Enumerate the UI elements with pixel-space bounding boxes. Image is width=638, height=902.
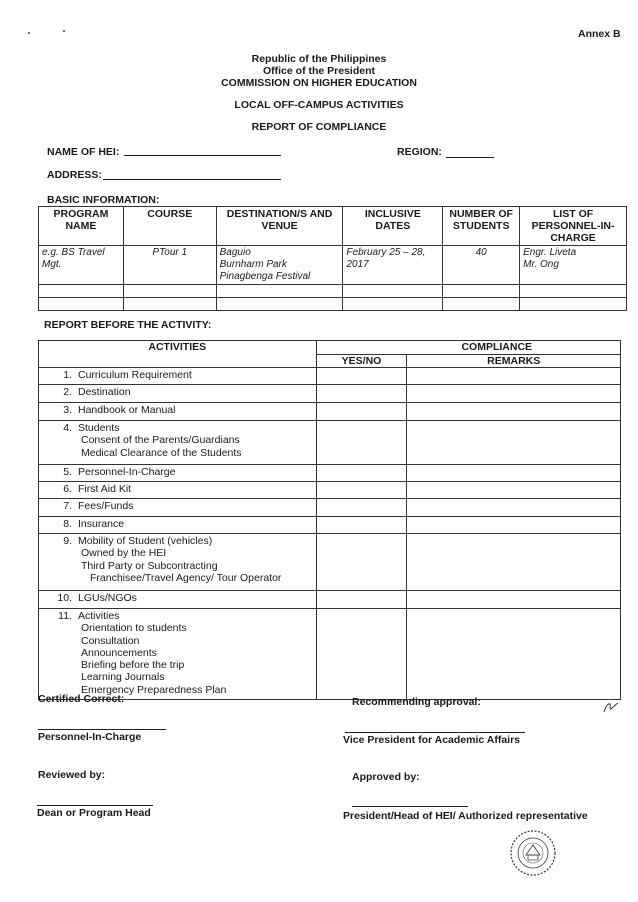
remarks-cell[interactable] — [407, 385, 621, 403]
activity-cell — [39, 517, 317, 534]
activity-sub-item: Franchisee/Travel Agency/ Tour Operator — [90, 571, 282, 584]
hei-name-label: NAME OF HEI: — [47, 146, 120, 158]
basic-info-table — [38, 206, 627, 311]
activity-row — [39, 465, 621, 482]
scan-dot — [28, 32, 30, 34]
header-compliance: COMPLIANCE — [316, 341, 620, 355]
example-destination — [216, 246, 343, 285]
activity-number: 11. — [58, 610, 72, 622]
activity-number: 1. — [63, 369, 72, 381]
blank-cell[interactable] — [39, 285, 124, 298]
president-signature-line[interactable] — [352, 806, 468, 807]
basic-info-title: BASIC INFORMATION: — [47, 194, 160, 206]
activity-row — [39, 609, 621, 700]
president-label: President/Head of HEI/ Authorized representative — [343, 810, 588, 822]
activity-label: Curriculum Requirement — [78, 369, 192, 381]
activity-sub-item: Third Party or Subcontracting — [81, 559, 218, 572]
activity-cell — [39, 591, 317, 609]
blank-cell[interactable] — [39, 298, 124, 311]
example-program: e.g. BS Travel Mgt. — [39, 246, 124, 285]
activity-label: Destination — [78, 386, 131, 398]
blank-cell[interactable] — [343, 298, 443, 311]
recommending-approval-label: Recommending approval: — [352, 696, 481, 708]
activity-sub-item: Announcements — [81, 646, 157, 659]
region-field[interactable] — [446, 157, 494, 158]
example-row — [39, 246, 627, 285]
activity-number: 8. — [63, 518, 72, 530]
blank-cell[interactable] — [123, 285, 216, 298]
blank-cell[interactable] — [216, 298, 343, 311]
yes-no-cell[interactable] — [316, 385, 407, 403]
activity-label: Insurance — [78, 518, 125, 530]
blank-cell[interactable] — [343, 285, 443, 298]
activity-row — [39, 421, 621, 465]
remarks-cell[interactable] — [407, 517, 621, 534]
yes-no-cell[interactable] — [316, 403, 407, 421]
destination-line: Baguio — [219, 247, 251, 258]
activity-sub-item: Consultation — [81, 634, 140, 647]
activities-table — [38, 340, 621, 700]
activity-row — [39, 499, 621, 517]
activity-sub-item: Owned by the HEI — [81, 547, 167, 560]
destination-line: Burnharm Park — [219, 259, 287, 270]
header-line-3: COMMISSION ON HIGHER EDUCATION — [221, 77, 417, 89]
vpaa-signature-line[interactable] — [345, 732, 525, 733]
yes-no-cell[interactable] — [316, 591, 407, 609]
header-personnel-in-charge: LIST OF PERSONNEL-IN-CHARGE — [520, 207, 627, 246]
report-title: REPORT BEFORE THE ACTIVITY: — [44, 319, 212, 331]
certified-correct-label: Certified Correct: — [38, 693, 125, 705]
activity-number: 6. — [63, 483, 72, 495]
activity-label: Handbook or Manual — [78, 404, 176, 416]
activity-sub-item: Briefing before the trip — [81, 659, 185, 672]
remarks-cell[interactable] — [407, 482, 621, 499]
header-line-4: LOCAL OFF-CAMPUS ACTIVITIES — [234, 99, 404, 111]
dean-signature-line[interactable] — [37, 805, 153, 806]
blank-cell[interactable] — [216, 285, 343, 298]
activity-row — [39, 385, 621, 403]
yes-no-cell[interactable] — [316, 421, 407, 465]
personnel-in-charge-label: Personnel-In-Charge — [38, 731, 142, 743]
personnel-line: Engr. Liveta — [523, 247, 577, 258]
activity-cell — [39, 609, 317, 700]
remarks-cell[interactable] — [407, 609, 621, 700]
activity-label: Activities — [78, 610, 120, 622]
activity-row — [39, 591, 621, 609]
destination-line: Pinagbenga Festival — [219, 271, 311, 282]
example-students: 40 — [443, 246, 520, 285]
yes-no-cell[interactable] — [316, 534, 407, 591]
activity-label: Personnel-In-Charge — [78, 466, 176, 478]
activity-sub-item: Emergency Preparedness Plan — [81, 683, 227, 696]
activity-row — [39, 517, 621, 534]
activity-cell — [39, 482, 317, 499]
address-label: ADDRESS: — [47, 169, 102, 181]
blank-row — [39, 285, 627, 298]
scan-dot — [63, 30, 65, 32]
activity-row — [39, 482, 621, 499]
remarks-cell[interactable] — [407, 368, 621, 385]
remarks-cell[interactable] — [407, 499, 621, 517]
yes-no-cell[interactable] — [316, 517, 407, 534]
activity-cell — [39, 465, 317, 482]
header-line-1: Republic of the Philippines — [251, 53, 387, 65]
activity-cell — [39, 499, 317, 517]
yes-no-cell[interactable] — [316, 465, 407, 482]
yes-no-cell[interactable] — [316, 609, 407, 700]
activity-label: Students — [78, 422, 120, 434]
activity-sub-item: Learning Journals — [81, 671, 165, 684]
address-field[interactable] — [103, 179, 281, 180]
blank-cell[interactable] — [123, 298, 216, 311]
activity-cell — [39, 385, 317, 403]
activity-number: 9. — [63, 535, 72, 547]
activity-row — [39, 534, 621, 591]
header-yes-no: YES/NO — [316, 355, 407, 368]
header-remarks: REMARKS — [407, 355, 621, 368]
remarks-cell[interactable] — [407, 421, 621, 465]
activity-label: Mobility of Student (vehicles) — [78, 535, 213, 547]
vpaa-label: Vice President for Academic Affairs — [343, 734, 521, 746]
remarks-cell[interactable] — [407, 465, 621, 482]
activity-label: LGUs/NGOs — [78, 592, 137, 604]
activity-label: Fees/Funds — [78, 500, 134, 512]
example-course: PTour 1 — [123, 246, 216, 285]
dean-label: Dean or Program Head — [37, 807, 151, 819]
header-destination: DESTINATION/S AND VENUE — [216, 207, 343, 246]
header-activities: ACTIVITIES — [39, 341, 317, 368]
ched-seal — [508, 828, 558, 883]
yes-no-cell[interactable] — [316, 499, 407, 517]
example-personnel — [520, 246, 627, 285]
activity-number: 10. — [57, 592, 72, 604]
activity-number: 4. — [63, 422, 72, 434]
activity-cell — [39, 421, 317, 465]
activity-number: 5. — [63, 466, 72, 478]
annex-label: Annex B — [578, 28, 621, 40]
reviewed-by-label: Reviewed by: — [38, 769, 106, 781]
approved-by-label: Approved by: — [352, 771, 420, 783]
yes-no-cell[interactable] — [316, 368, 407, 385]
activity-number: 2. — [63, 386, 72, 398]
activity-number: 3. — [63, 404, 72, 416]
activity-row — [39, 368, 621, 385]
header-line-2: Office of the President — [262, 65, 376, 77]
hei-name-field[interactable] — [124, 155, 281, 156]
remarks-cell[interactable] — [407, 403, 621, 421]
activity-sub-item: Consent of the Parents/Guardians — [81, 434, 240, 447]
activity-label: First Aid Kit — [78, 483, 132, 495]
activity-sub-item: Medical Clearance of the Students — [81, 446, 242, 459]
activity-cell — [39, 368, 317, 385]
yes-no-cell[interactable] — [316, 482, 407, 499]
pic-signature-line[interactable] — [38, 729, 166, 730]
remarks-cell[interactable] — [407, 534, 621, 591]
initials-mark — [602, 700, 620, 719]
header-course: COURSE — [123, 207, 216, 246]
blank-cell[interactable] — [520, 298, 627, 311]
header-number-of-students: NUMBER OF STUDENTS — [443, 207, 520, 246]
activity-row — [39, 403, 621, 421]
header-program-name: PROGRAM NAME — [39, 207, 124, 246]
activity-number: 7. — [63, 500, 72, 512]
blank-cell[interactable] — [520, 285, 627, 298]
activity-sub-item: Orientation to students — [81, 622, 187, 635]
personnel-line: Mr. Ong — [523, 259, 559, 270]
region-label: REGION: — [397, 146, 442, 158]
remarks-cell[interactable] — [407, 591, 621, 609]
header-inclusive-dates: INCLUSIVE DATES — [343, 207, 443, 246]
blank-cell[interactable] — [443, 285, 520, 298]
activity-cell — [39, 534, 317, 591]
blank-cell[interactable] — [443, 298, 520, 311]
blank-row — [39, 298, 627, 311]
header-line-5: REPORT OF COMPLIANCE — [251, 121, 387, 133]
activity-cell — [39, 403, 317, 421]
example-dates: February 25 – 28, 2017 — [343, 246, 443, 285]
